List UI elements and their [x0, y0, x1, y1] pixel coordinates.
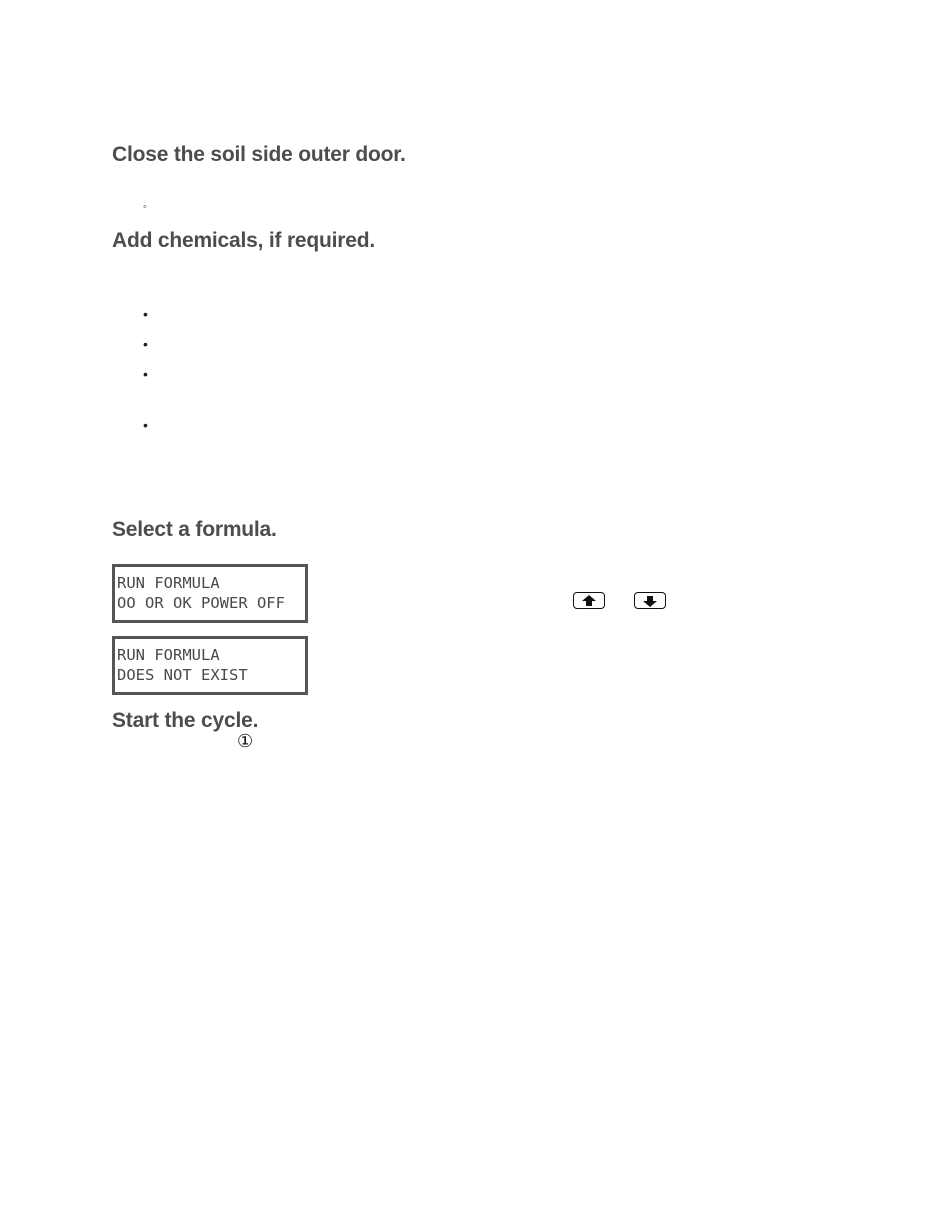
- lcd-line-2: OO OR OK POWER OFF: [117, 594, 285, 612]
- heading-close-door: Close the soil side outer door.: [112, 143, 406, 166]
- up-arrow-key-icon: [573, 592, 605, 609]
- up-arrow-icon: [582, 595, 596, 607]
- down-arrow-icon: [643, 595, 657, 607]
- list-bullet: •: [143, 366, 148, 382]
- list-bullet: •: [143, 336, 148, 352]
- lcd-line-1: RUN FORMULA: [117, 574, 220, 592]
- heading-select-formula: Select a formula.: [112, 518, 277, 541]
- list-bullet-hollow: ◦: [143, 201, 147, 213]
- lcd-display-power-off: [112, 564, 308, 623]
- lcd-display-not-exist: [112, 636, 308, 695]
- lcd-line-1: RUN FORMULA: [117, 646, 220, 664]
- down-arrow-key-icon: [634, 592, 666, 609]
- heading-add-chemicals: Add chemicals, if required.: [112, 229, 376, 252]
- list-bullet: •: [143, 306, 148, 322]
- callout-number-marker: ①: [237, 731, 254, 752]
- lcd-line-2: DOES NOT EXIST: [117, 666, 248, 684]
- list-bullet: •: [143, 417, 148, 433]
- heading-start-cycle: Start the cycle.: [112, 709, 259, 732]
